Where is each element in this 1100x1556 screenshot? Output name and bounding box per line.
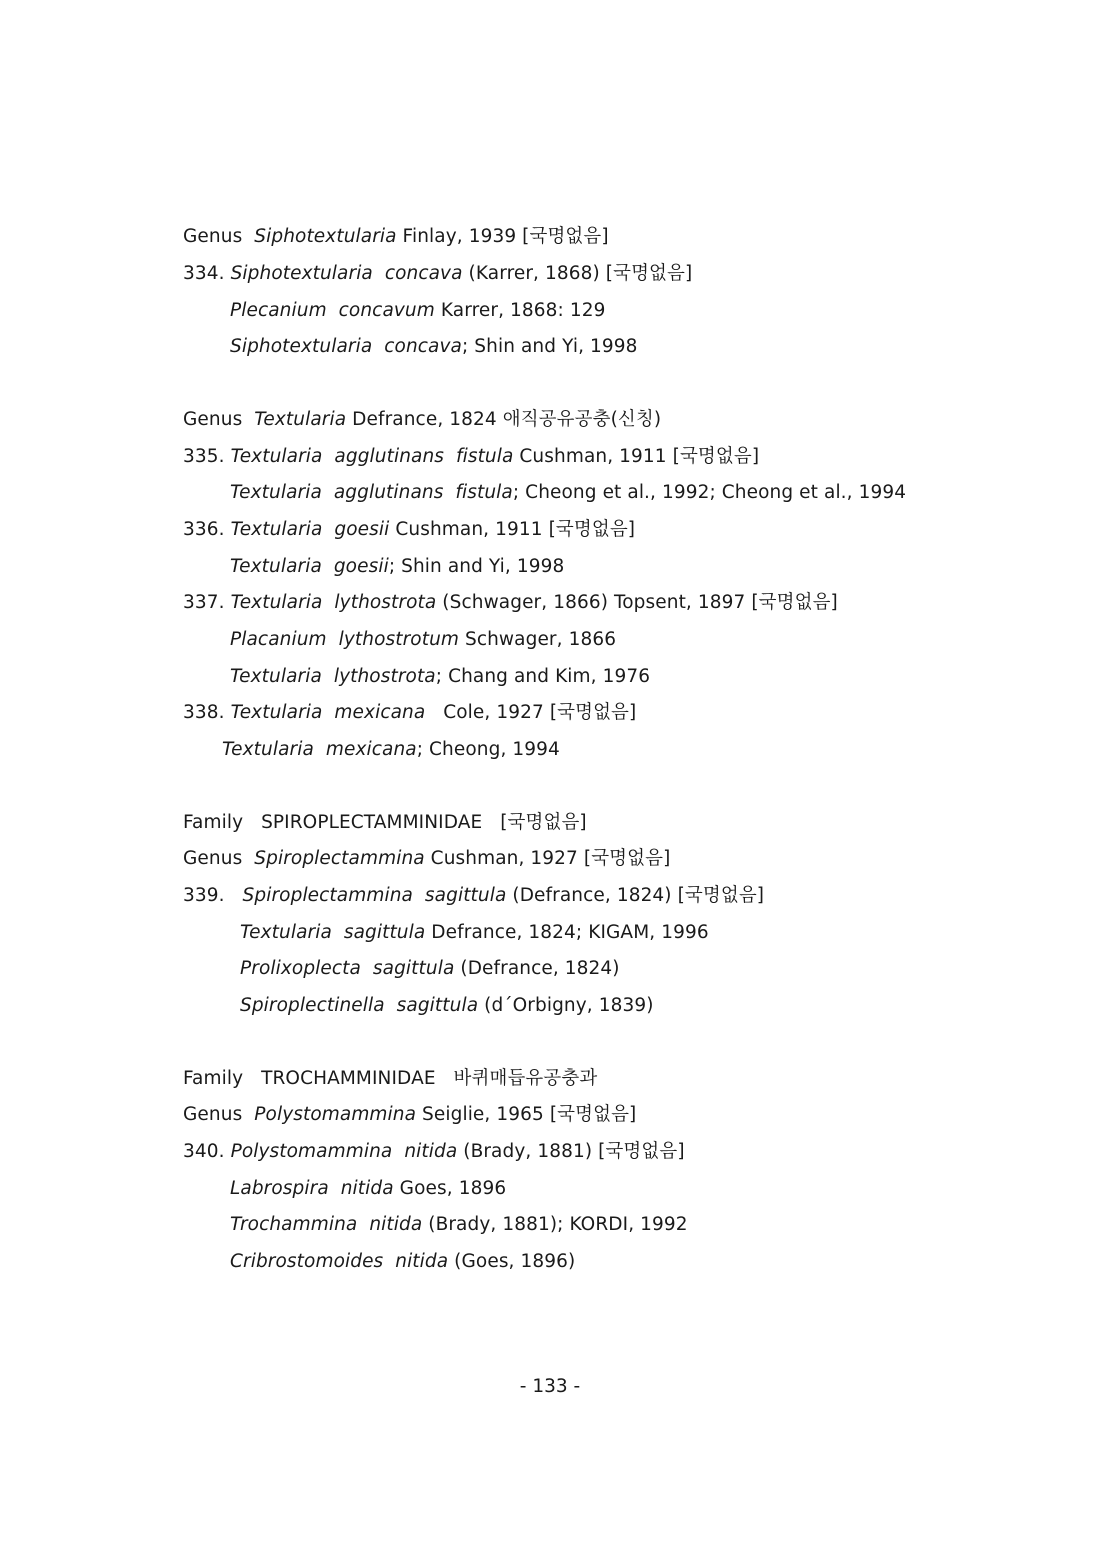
synonym-line [222, 739, 560, 761]
citation-text: Cole, 1927 [국명없음] [425, 702, 637, 723]
citation-text: Family TROCHAMMINIDAE 바퀴매듭유공충과 [183, 1068, 598, 1089]
citation-text: 340. [183, 1141, 231, 1162]
citation-text: ; Shin and Yi, 1998 [388, 556, 565, 577]
synonym-line [230, 1251, 575, 1273]
citation-text: (Schwager, 1866) Topsent, 1897 [국명없음] [436, 592, 838, 613]
synonym-line [230, 300, 605, 322]
species-entry [183, 519, 635, 541]
species-entry [183, 592, 838, 614]
citation-text: Seiglie, 1965 [국명없음] [416, 1104, 637, 1125]
synonym-line [230, 666, 650, 688]
taxon-name: Siphotextularia concava [230, 336, 462, 357]
taxon-name: Textularia mexicana [230, 702, 426, 723]
synonym-line [240, 958, 620, 980]
taxon-name: Siphotextularia [254, 226, 397, 247]
taxon-name: Textularia lythostrota [230, 592, 437, 613]
taxon-name: Textularia mexicana [222, 739, 417, 760]
taxon-name: Trochammina nitida [230, 1214, 423, 1235]
citation-text: (Defrance, 1824) [국명없음] [506, 885, 765, 906]
species-entry [183, 1141, 685, 1163]
citation-text: Defrance, 1824 애직공유공충(신칭) [346, 409, 662, 430]
synonym-line [230, 556, 564, 578]
taxon-name: Placanium lythostrotum [230, 629, 460, 650]
taxon-name: Labrospira nitida [230, 1178, 394, 1199]
taxon-name: Textularia goesii [230, 519, 390, 540]
citation-text: Genus [183, 1104, 255, 1125]
taxon-name: Textularia goesii [230, 556, 389, 577]
citation-text: 336. [183, 519, 231, 540]
taxon-name: Cribrostomoides nitida [230, 1251, 449, 1272]
citation-text: (Defrance, 1824) [454, 958, 620, 979]
synonym-line [230, 1178, 506, 1200]
taxon-name: Polystomammina [254, 1104, 417, 1125]
synonym-line [230, 482, 906, 504]
taxon-name: Spiroplectammina [254, 848, 425, 869]
citation-text: Schwager, 1866 [459, 629, 617, 650]
taxon-name: Siphotextularia concava [230, 263, 463, 284]
taxon-name: Polystomammina nitida [230, 1141, 458, 1162]
citation-text: (Goes, 1896) [448, 1251, 576, 1272]
species-entry [183, 446, 759, 468]
citation-text: 335. [183, 446, 231, 467]
citation-text: Cushman, 1911 [국명없음] [389, 519, 636, 540]
citation-text: Genus [183, 226, 255, 247]
family-heading [183, 1068, 597, 1090]
citation-text: Genus [183, 409, 255, 430]
citation-text: 339. [183, 885, 243, 906]
taxon-name: Spiroplectammina sagittula [242, 885, 507, 906]
citation-text: Finlay, 1939 [국명없음] [396, 226, 609, 247]
citation-text: (d´Orbigny, 1839) [478, 995, 654, 1016]
synonym-line [230, 336, 638, 358]
citation-text: (Brady, 1881) [국명없음] [457, 1141, 685, 1162]
taxon-name: Textularia agglutinans fistula [230, 446, 514, 467]
genus-heading [183, 226, 609, 248]
citation-text: Cushman, 1927 [국명없음] [424, 848, 671, 869]
species-entry [183, 263, 692, 285]
citation-text: Genus [183, 848, 255, 869]
citation-text: Defrance, 1824; KIGAM, 1996 [425, 922, 709, 943]
citation-text: Cushman, 1911 [국명없음] [513, 446, 760, 467]
taxon-name: Plecanium concavum [230, 300, 435, 321]
citation-text: ; Chang and Kim, 1976 [435, 666, 651, 687]
species-entry [183, 702, 636, 724]
taxon-name: Spiroplectinella sagittula [240, 995, 479, 1016]
synonym-line [240, 995, 654, 1017]
citation-text: (Brady, 1881); KORDI, 1992 [422, 1214, 688, 1235]
family-heading [183, 812, 587, 834]
taxon-name: Textularia agglutinans fistula [230, 482, 513, 503]
taxon-name: Textularia lythostrota [230, 666, 436, 687]
citation-text: 337. [183, 592, 231, 613]
citation-text: 338. [183, 702, 231, 723]
citation-text: Goes, 1896 [393, 1178, 507, 1199]
synonym-line [230, 1214, 688, 1236]
page-number: - 133 - [519, 1376, 581, 1397]
species-entry [183, 885, 764, 907]
citation-text: 334. [183, 263, 231, 284]
citation-text: (Karrer, 1868) [국명없음] [462, 263, 693, 284]
citation-text: ; Shin and Yi, 1998 [461, 336, 638, 357]
genus-heading [183, 848, 670, 870]
synonym-line [240, 922, 709, 944]
genus-heading [183, 409, 661, 431]
citation-text: ; Cheong et al., 1992; Cheong et al., 1994 [512, 482, 907, 503]
taxon-name: Textularia [254, 409, 347, 430]
taxon-name: Prolixoplecta sagittula [240, 958, 455, 979]
synonym-line [230, 629, 616, 651]
citation-text: Family SPIROPLECTAMMINIDAE [국명없음] [183, 812, 587, 833]
citation-text: Karrer, 1868: 129 [434, 300, 606, 321]
genus-heading [183, 1104, 636, 1126]
taxon-name: Textularia sagittula [240, 922, 426, 943]
citation-text: ; Cheong, 1994 [416, 739, 560, 760]
